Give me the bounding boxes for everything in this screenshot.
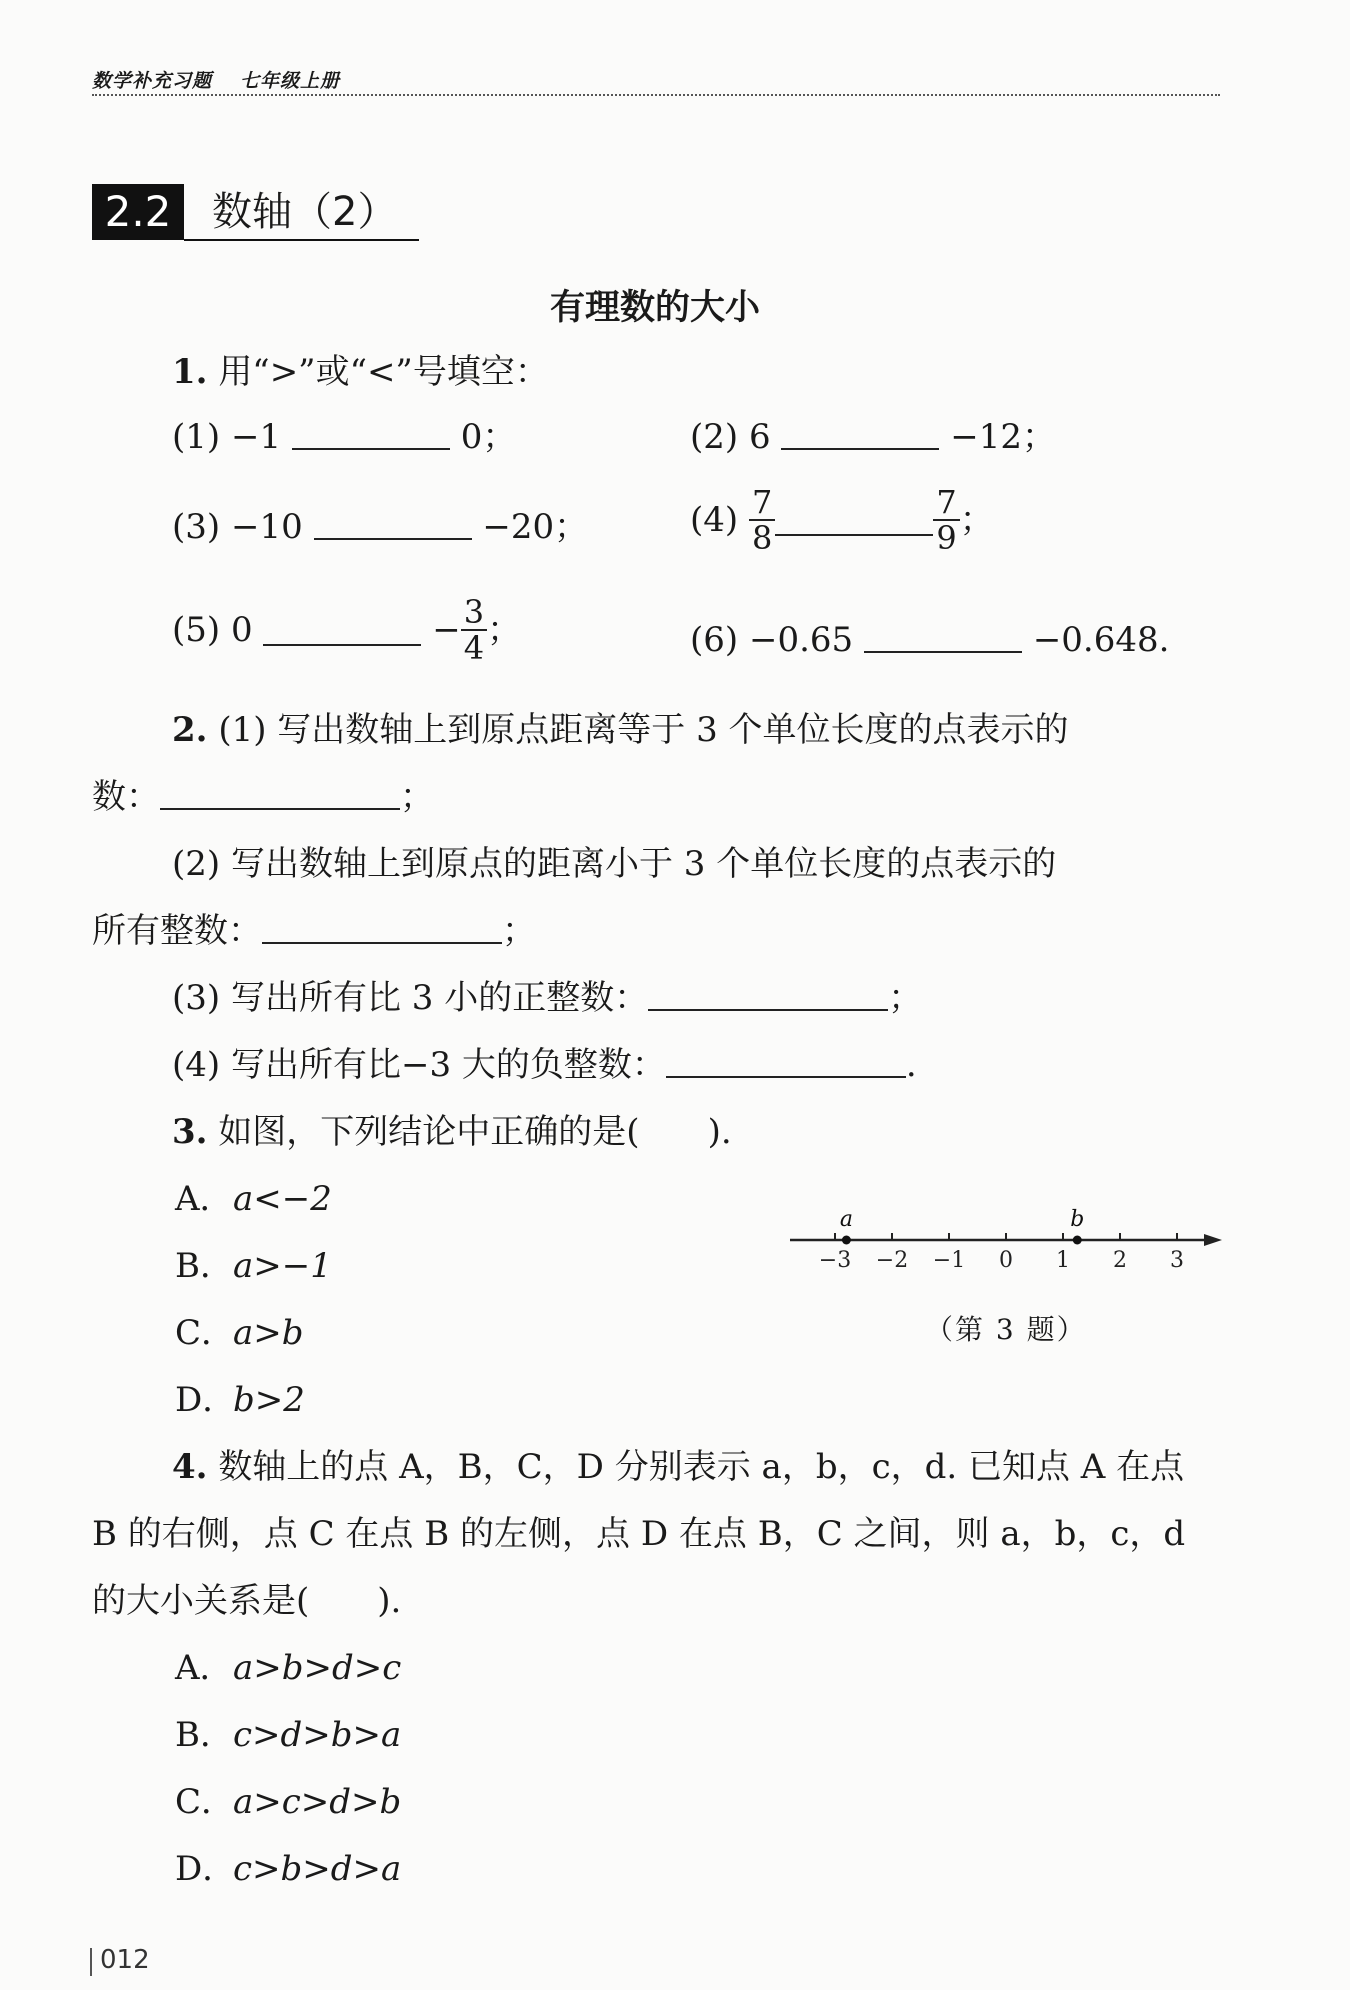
q4-option-b-text: c>d>b>a — [233, 1715, 402, 1755]
q1-part1-left: −1 — [230, 417, 282, 457]
number-line-tick-label: −2 — [875, 1248, 909, 1273]
q1-part5-sign: − — [432, 610, 461, 650]
number-line-tick-label: −1 — [932, 1248, 966, 1273]
page-number-bar — [90, 1948, 92, 1976]
number-line-point-label-a: a — [839, 1207, 853, 1232]
q3-option-a[interactable] — [175, 1177, 332, 1221]
q1-part2-blank[interactable] — [781, 418, 939, 450]
q4-option-c[interactable] — [175, 1780, 401, 1824]
q1-part6 — [690, 618, 1169, 662]
q3-text: 如图，下列结论中正确的是( ). — [218, 1112, 732, 1152]
header-dotted-rule — [92, 94, 1220, 96]
q1-part3-blank[interactable] — [314, 508, 472, 540]
q1-part5-blank[interactable] — [263, 614, 421, 646]
q1-part2-right: −12； — [950, 417, 1057, 457]
q2-part4-text: (4) 写出所有比−3 大的负整数： — [172, 1045, 666, 1085]
q1-part5 — [172, 595, 521, 665]
q3-option-a-letter: A． — [175, 1179, 234, 1219]
q1-part3 — [172, 505, 588, 549]
q3-option-d-letter: D． — [175, 1380, 237, 1420]
q1-part5-left: 0 — [230, 610, 253, 650]
q4-line2: B 的右侧，点 C 在点 B 的左侧，点 D 在点 B，C 之间，则 a，b，c，d — [92, 1514, 1186, 1554]
number-line-tick-label: 0 — [999, 1248, 1013, 1273]
q1-part2-label: (2) — [690, 417, 739, 457]
q1-part1-blank[interactable] — [292, 418, 450, 450]
q2-part1-line2 — [92, 775, 434, 819]
q1-part1-right: 0； — [460, 417, 517, 457]
number-line-point-label-b: b — [1070, 1207, 1085, 1232]
q2-part4 — [172, 1043, 917, 1087]
q2-number: 2. — [172, 710, 208, 750]
section-underline — [184, 239, 419, 241]
q2-part3 — [172, 976, 922, 1020]
book-title: 数学补充习题 — [92, 70, 213, 92]
q4-option-d-text: c>b>d>a — [233, 1849, 402, 1889]
number-line-figure — [780, 1200, 1230, 1290]
q1-part4 — [690, 485, 994, 555]
q3-option-c[interactable] — [175, 1311, 304, 1355]
q4-option-d[interactable] — [175, 1847, 401, 1891]
q4-number: 4. — [172, 1447, 208, 1487]
q1-part5-end: ； — [487, 610, 522, 650]
q1-part2 — [690, 415, 1056, 459]
q3-option-b-text: a>−1 — [233, 1246, 332, 1286]
q2-part4-blank[interactable] — [666, 1046, 906, 1078]
page-number: 012 — [100, 1945, 150, 1975]
q1-part4-label: (4) — [690, 500, 739, 540]
q1-number: 1. — [172, 352, 208, 392]
q2-part2-tail: 所有整数： — [92, 911, 262, 951]
q3-option-b-letter: B． — [175, 1246, 234, 1286]
number-line-tick-label: 2 — [1113, 1248, 1127, 1273]
number-line-tick-label: 1 — [1056, 1248, 1070, 1273]
q1-part4-left-fraction: $\frac{7}{8}$ — [749, 485, 775, 555]
q2-part3-semicolon: ； — [888, 978, 923, 1018]
q4-option-b-letter: B． — [175, 1715, 234, 1755]
q1-part1 — [172, 415, 516, 459]
q4-line1 — [172, 1445, 1184, 1489]
q1-prompt — [172, 350, 549, 394]
grade-label: 七年级上册 — [240, 70, 341, 92]
subtitle: 有理数的大小 — [549, 288, 760, 328]
q2-part1-semicolon: ； — [400, 777, 434, 817]
q3-option-a-text: a<−2 — [233, 1179, 332, 1219]
q1-part6-right: −0.648. — [1032, 620, 1170, 660]
q2-part1-tail: 数： — [92, 777, 160, 817]
figure-caption: （第 3 题） — [925, 1313, 1087, 1346]
q2-part1-line1 — [172, 708, 1069, 752]
q1-part6-left: −0.65 — [748, 620, 854, 660]
running-header — [92, 66, 340, 93]
q1-part3-label: (3) — [172, 507, 221, 547]
q2-part3-blank[interactable] — [648, 979, 888, 1011]
q1-part4-end: ； — [959, 500, 994, 540]
number-line-point-b — [1073, 1236, 1082, 1245]
q4-option-b[interactable] — [175, 1713, 401, 1757]
q3-option-c-text: a>b — [233, 1313, 304, 1353]
q1-text: 用“>”或“<”号填空： — [218, 352, 549, 392]
q1-part4-right-fraction: $\frac{7}{9}$ — [933, 485, 959, 555]
q3-option-c-letter: C． — [175, 1313, 236, 1353]
q4-line3: 的大小关系是( ). — [92, 1581, 402, 1621]
q2-part1-text: (1) 写出数轴上到原点距离等于 3 个单位长度的点表示的 — [218, 710, 1069, 750]
section-title: 数轴（2） — [212, 189, 398, 235]
q1-part6-label: (6) — [690, 620, 739, 660]
q1-part5-right-fraction: $\frac{3}{4}$ — [461, 595, 487, 665]
number-line-tick-label: −3 — [818, 1248, 852, 1273]
q4-option-d-letter: D． — [175, 1849, 237, 1889]
q4-option-c-text: a>c>d>b — [233, 1782, 402, 1822]
q3-option-d[interactable] — [175, 1378, 305, 1422]
q4-option-c-letter: C． — [175, 1782, 236, 1822]
q1-part6-blank[interactable] — [864, 621, 1022, 653]
q2-part2-line1 — [172, 842, 1056, 886]
q1-part4-blank[interactable] — [775, 504, 933, 536]
q2-part2-semicolon: ； — [502, 911, 536, 951]
number-line-arrow — [1204, 1234, 1222, 1246]
q2-part2-blank[interactable] — [262, 912, 502, 944]
q1-part3-left: −10 — [230, 507, 303, 547]
q2-part2-text: (2) 写出数轴上到原点的距离小于 3 个单位长度的点表示的 — [172, 844, 1057, 884]
q4-option-a-letter: A． — [175, 1648, 234, 1688]
number-line-tick-label: 3 — [1170, 1248, 1184, 1273]
number-line-point-a — [842, 1236, 851, 1245]
q2-part2-line2 — [92, 909, 536, 953]
q1-part2-left: 6 — [748, 417, 771, 457]
q3-prompt — [172, 1110, 732, 1154]
q4-option-a-text: a>b>d>c — [233, 1648, 402, 1688]
q4-option-a[interactable] — [175, 1646, 401, 1690]
q1-part1-label: (1) — [172, 417, 221, 457]
q3-number: 3. — [172, 1112, 208, 1152]
q3-option-b[interactable] — [175, 1244, 332, 1288]
q2-part3-text: (3) 写出所有比 3 小的正整数： — [172, 978, 649, 1018]
section-number-badge: 2.2 — [92, 184, 184, 240]
q1-part3-right: −20； — [482, 507, 589, 547]
q4-text-line1: 数轴上的点 A，B，C，D 分别表示 a，b，c，d. 已知点 A 在点 — [218, 1447, 1185, 1487]
q2-part1-blank[interactable] — [160, 778, 400, 810]
q3-option-d-text: b>2 — [233, 1380, 305, 1420]
q2-part4-period: . — [905, 1045, 917, 1085]
q1-part5-label: (5) — [172, 610, 221, 650]
